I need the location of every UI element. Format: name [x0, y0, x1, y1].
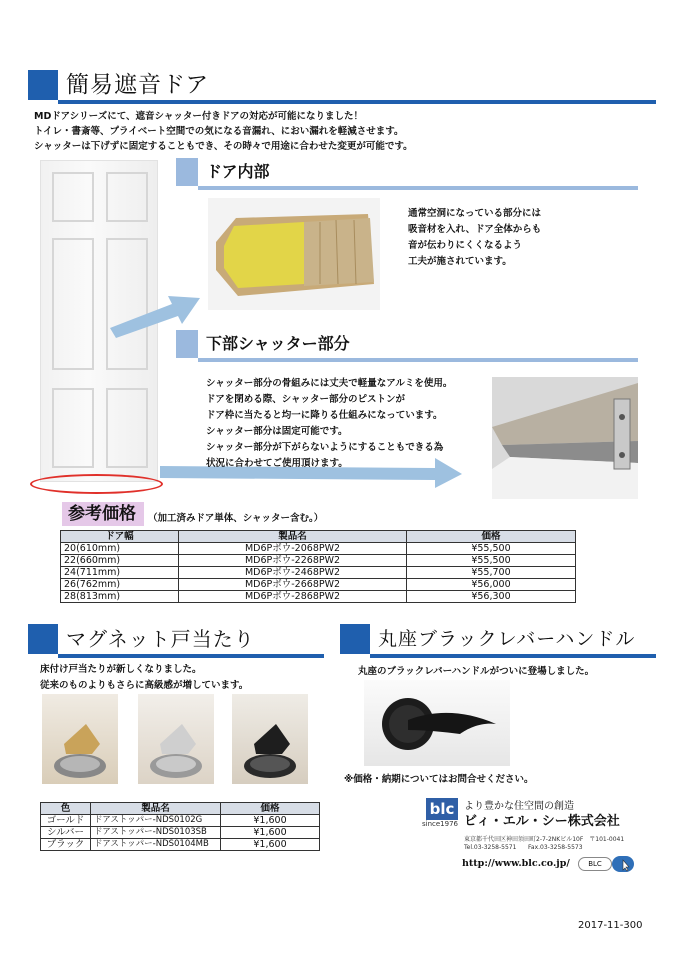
shutter-text-line: 状況に合わせてご使用頂けます。 — [206, 458, 348, 469]
interior-text-line: 通常空洞になっている部分には — [408, 208, 542, 219]
table-row — [61, 543, 576, 555]
cell-product: ドアストッパー-NDS0104MB — [91, 839, 221, 851]
company-address: 東京都千代田区神田須田町2-7-2NKビル10F 〒101-0041 — [464, 836, 625, 843]
doorstop-black-photo — [232, 694, 308, 784]
handle-note: ※価格・納期についてはお問合せください。 — [344, 774, 534, 785]
header-block — [28, 70, 58, 100]
table-header-row — [61, 531, 576, 543]
shutter-text-line: シャッター部分の骨組みには丈夫で軽量なアルミを使用。 — [206, 378, 453, 389]
subheader-block — [176, 330, 198, 358]
table-row — [41, 827, 320, 839]
header-block — [28, 624, 58, 654]
shutter-text-line: シャッター部分は固定可能です。 — [206, 426, 348, 437]
cell-product: ドアストッパー-NDS0103SB — [91, 827, 221, 839]
cell-price: ¥1,600 — [221, 839, 320, 851]
interior-text-line: 音が伝わりにくくなるよう — [408, 240, 523, 251]
cell-width: 24(711mm) — [61, 567, 179, 579]
section-header-interior — [176, 158, 638, 190]
door-interior-photo — [208, 198, 380, 310]
company-fax: Fax.03-3258-5573 — [528, 844, 583, 851]
company-tagline: より豊かな住空間の創造 — [464, 801, 574, 812]
cell-width: 22(660mm) — [61, 555, 179, 567]
cell-price: ¥1,600 — [221, 827, 320, 839]
intro-line: シャッターは下げずに固定することもでき、その時々で用途に合わせた変更が可能です。 — [34, 141, 413, 152]
interior-text-line: 工夫が施されています。 — [408, 256, 512, 267]
price-note: （加工済みドア単体、シャッター含む。） — [148, 513, 324, 524]
cell-price: ¥55,500 — [407, 555, 576, 567]
cell-price: ¥55,500 — [407, 543, 576, 555]
table-header-row — [41, 803, 320, 815]
table-row — [61, 555, 576, 567]
header-rule — [58, 100, 656, 104]
cell-product: MD6Pボウ-2868PW2 — [179, 591, 407, 603]
cell-price: ¥55,700 — [407, 567, 576, 579]
intro-line: MDドアシリーズにて、遮音シャッター付きドアの対応が可能になりました！ — [34, 111, 364, 122]
section-header-handle — [340, 624, 656, 658]
company-tel: Tel.03-3258-5571 — [464, 844, 517, 851]
table-row — [61, 579, 576, 591]
cell-width: 26(762mm) — [61, 579, 179, 591]
company-since: since1976 — [422, 820, 458, 828]
cell-color: シルバー — [41, 827, 91, 839]
search-button[interactable] — [612, 856, 634, 872]
shutter-text-line: ドアを閉める際、シャッター部分のピストンが — [206, 394, 406, 405]
col-color: 色 — [41, 803, 91, 815]
shutter-description — [206, 376, 496, 472]
table-row — [61, 591, 576, 603]
company-url-link[interactable]: http://www.blc.co.jp/ — [462, 858, 570, 869]
magnet-text-line: 従来のものよりもさらに高級感が増しています。 — [40, 680, 249, 691]
cell-product: MD6Pボウ-2068PW2 — [179, 543, 407, 555]
shutter-text-line: シャッター部分が下がらないようにすることもできる為 — [206, 442, 444, 453]
header-block — [340, 624, 370, 654]
subheader-rule — [198, 358, 638, 362]
door-price-table — [60, 530, 576, 603]
magnet-title: マグネット戸当たり — [66, 627, 255, 651]
shutter-title: 下部シャッター部分 — [206, 334, 350, 353]
doorstop-price-table — [40, 802, 320, 851]
shutter-photo — [492, 377, 638, 499]
search-box[interactable]: BLC — [578, 857, 612, 871]
col-price: 価格 — [221, 803, 320, 815]
table-row — [41, 839, 320, 851]
table-row — [61, 567, 576, 579]
interior-text-line: 吸音材を入れ、ドア全体からも — [408, 224, 542, 235]
document-code: 2017-11-300 — [578, 920, 643, 931]
cell-width: 20(610mm) — [61, 543, 179, 555]
section-header-shutter — [176, 330, 638, 362]
col-door-width: ドア幅 — [61, 531, 179, 543]
handle-title: 丸座ブラックレバーハンドル — [378, 628, 636, 650]
subheader-rule — [198, 186, 638, 190]
cell-product: MD6Pボウ-2668PW2 — [179, 579, 407, 591]
table-row — [41, 815, 320, 827]
cell-color: ブラック — [41, 839, 91, 851]
price-title: 参考価格 — [68, 504, 136, 524]
cell-price: ¥56,000 — [407, 579, 576, 591]
col-product-name: 製品名 — [179, 531, 407, 543]
header-rule — [370, 654, 656, 658]
cell-color: ゴールド — [41, 815, 91, 827]
interior-title: ドア内部 — [206, 162, 270, 181]
doorstop-silver-photo — [138, 694, 214, 784]
section-header-soundproof-door — [28, 70, 656, 104]
lever-handle-photo — [364, 680, 510, 766]
handle-description: 丸座のブラックレバーハンドルがついに登場しました。 — [358, 666, 595, 677]
company-name: ビィ・エル・シー株式会社 — [464, 814, 620, 829]
subheader-block — [176, 158, 198, 186]
cell-product: ドアストッパー-NDS0102G — [91, 815, 221, 827]
section-header-magnet — [28, 624, 324, 658]
cell-product: MD6Pボウ-2268PW2 — [179, 555, 407, 567]
intro-line: トイレ・書斎等、プライベート空間での気になる音漏れ、におい漏れを軽減させます。 — [34, 126, 404, 137]
interior-description — [408, 206, 638, 270]
magnet-description — [40, 662, 320, 694]
cursor-icon — [612, 856, 634, 872]
cell-width: 28(813mm) — [61, 591, 179, 603]
page-title: 簡易遮音ドア — [66, 72, 210, 98]
magnet-text-line: 床付け戸当たりが新しくなりました。 — [40, 664, 202, 675]
cell-price: ¥1,600 — [221, 815, 320, 827]
col-product-name: 製品名 — [91, 803, 221, 815]
doorstop-gold-photo — [42, 694, 118, 784]
header-rule — [58, 654, 324, 658]
company-logo: blc — [426, 798, 458, 820]
intro-text — [34, 109, 654, 155]
col-price: 価格 — [407, 531, 576, 543]
cell-product: MD6Pボウ-2468PW2 — [179, 567, 407, 579]
shutter-text-line: ドア枠に当たると均一に降りる仕組みになっています。 — [206, 410, 443, 421]
cell-price: ¥56,300 — [407, 591, 576, 603]
shutter-highlight-oval — [30, 474, 163, 494]
